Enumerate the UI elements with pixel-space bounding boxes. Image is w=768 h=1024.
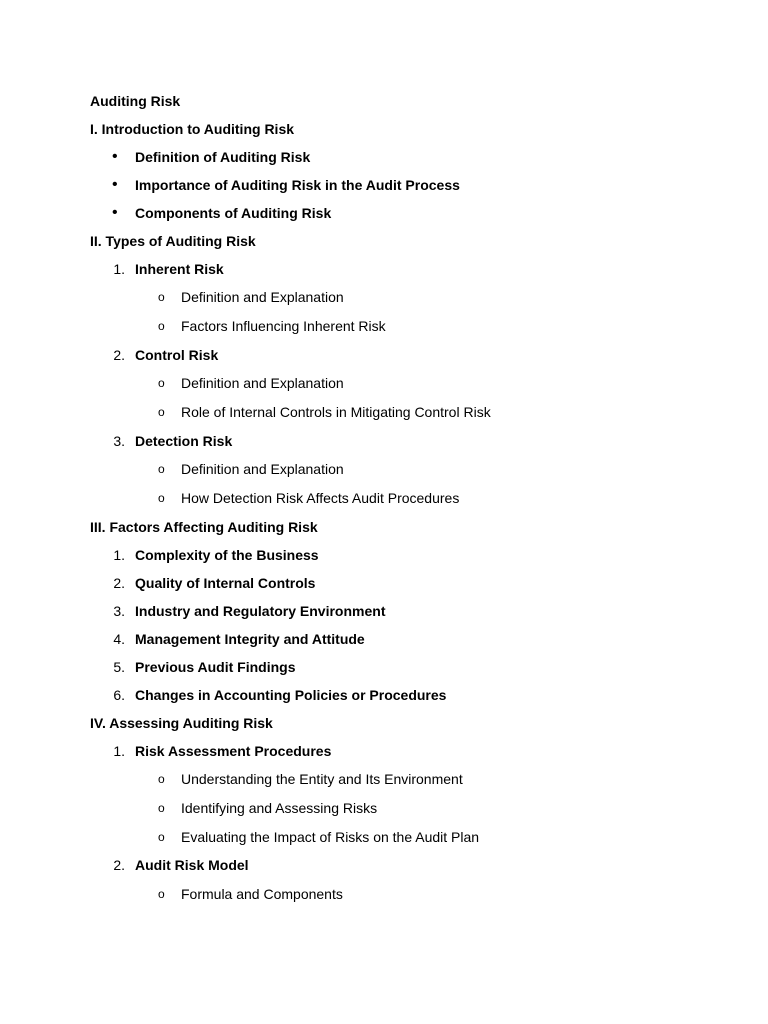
list-number: 2. <box>113 347 125 363</box>
bullet-icon: • <box>112 176 118 193</box>
list-item: Management Integrity and Attitude <box>135 631 365 647</box>
list-number: 3. <box>113 433 125 449</box>
sub-list-item: Identifying and Assessing Risks <box>181 800 378 816</box>
list-number: 4. <box>113 631 125 647</box>
list-item: Audit Risk Model <box>135 857 249 873</box>
sub-list-item: Definition and Explanation <box>181 289 344 305</box>
sub-list-item: Definition and Explanation <box>181 375 344 391</box>
list-item: Previous Audit Findings <box>135 659 296 675</box>
list-number: 5. <box>113 659 125 675</box>
list-number: 1. <box>113 261 125 277</box>
sub-bullet-icon: o <box>158 462 165 476</box>
document-title: Auditing Risk <box>90 93 181 109</box>
section-heading: I. Introduction to Auditing Risk <box>90 121 295 137</box>
list-number: 2. <box>113 857 125 873</box>
list-item: Detection Risk <box>135 433 233 449</box>
list-number: 6. <box>113 687 125 703</box>
list-item: Components of Auditing Risk <box>135 205 332 221</box>
list-number: 2. <box>113 575 125 591</box>
sub-bullet-icon: o <box>158 491 165 505</box>
sub-list-item: How Detection Risk Affects Audit Procedures <box>181 490 460 506</box>
list-number: 1. <box>113 743 125 759</box>
list-item: Importance of Auditing Risk in the Audit Process <box>135 177 460 193</box>
section-heading: III. Factors Affecting Auditing Risk <box>90 519 318 535</box>
sub-list-item: Understanding the Entity and Its Environment <box>181 771 463 787</box>
sub-list-item: Factors Influencing Inherent Risk <box>181 318 386 334</box>
sub-bullet-icon: o <box>158 376 165 390</box>
list-item: Changes in Accounting Policies or Procedures <box>135 687 447 703</box>
sub-bullet-icon: o <box>158 830 165 844</box>
bullet-icon: • <box>112 148 118 165</box>
list-number: 3. <box>113 603 125 619</box>
section-heading: IV. Assessing Auditing Risk <box>90 715 273 731</box>
sub-bullet-icon: o <box>158 405 165 419</box>
bullet-icon: • <box>112 204 118 221</box>
sub-bullet-icon: o <box>158 772 165 786</box>
list-item: Risk Assessment Procedures <box>135 743 332 759</box>
list-item: Control Risk <box>135 347 219 363</box>
list-number: 1. <box>113 547 125 563</box>
sub-bullet-icon: o <box>158 801 165 815</box>
list-item: Quality of Internal Controls <box>135 575 316 591</box>
sub-list-item: Role of Internal Controls in Mitigating Control Risk <box>181 404 491 420</box>
sub-bullet-icon: o <box>158 887 165 901</box>
sub-bullet-icon: o <box>158 319 165 333</box>
sub-list-item: Formula and Components <box>181 886 343 902</box>
list-item: Complexity of the Business <box>135 547 319 563</box>
list-item: Definition of Auditing Risk <box>135 149 311 165</box>
list-item: Industry and Regulatory Environment <box>135 603 386 619</box>
sub-list-item: Evaluating the Impact of Risks on the Audit Plan <box>181 829 480 845</box>
sub-bullet-icon: o <box>158 290 165 304</box>
list-item: Inherent Risk <box>135 261 224 277</box>
section-heading: II. Types of Auditing Risk <box>90 233 256 249</box>
sub-list-item: Definition and Explanation <box>181 461 344 477</box>
